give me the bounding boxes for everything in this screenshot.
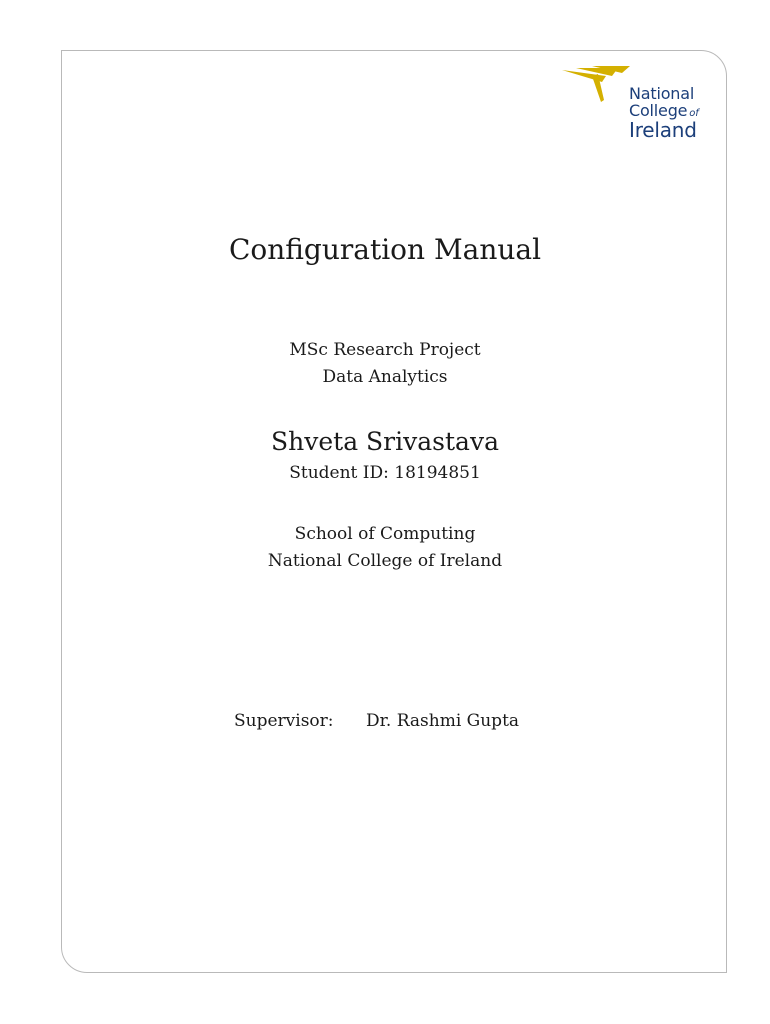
supervisor-name: Dr. Rashmi Gupta: [366, 711, 520, 731]
document-title: Configuration Manual: [228, 233, 542, 266]
logo-college-word: College: [629, 100, 688, 120]
school-block: [61, 521, 709, 575]
supervisor-label: Supervisor:: [234, 711, 334, 731]
logo-mark-icon: [562, 64, 632, 104]
program-name: MSc Research Project: [289, 340, 481, 360]
student-id: Student ID: 18194851: [289, 463, 481, 483]
author-name: Shveta Srivastava: [271, 427, 499, 456]
ncirl-logo: [562, 64, 712, 154]
logo-line-national: National: [629, 84, 695, 103]
program-block: [61, 337, 709, 391]
logo-of-word: of: [689, 107, 699, 119]
logo-text: [629, 86, 699, 141]
logo-line-ireland: Ireland: [629, 117, 697, 142]
school-name: School of Computing: [294, 524, 476, 544]
page-frame: [61, 50, 727, 973]
college-name: National College of Ireland: [267, 551, 503, 571]
program-subject: Data Analytics: [322, 367, 448, 387]
supervisor-row: [234, 708, 519, 735]
